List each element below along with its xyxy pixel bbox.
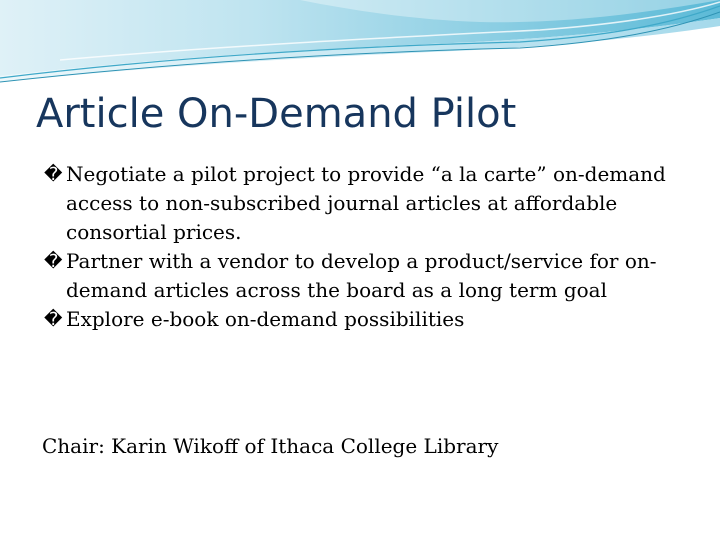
header-wave-decoration bbox=[0, 0, 720, 90]
bullet-marker-icon: � bbox=[44, 251, 63, 272]
chair-line: Chair: Karin Wikoff of Ithaca College Library bbox=[42, 434, 499, 458]
bullet-text: Partner with a vendor to develop a product/service for on-demand articles across the board as a long term goal bbox=[66, 249, 657, 302]
bullet-marker-icon: � bbox=[44, 164, 63, 185]
bullet-marker-icon: � bbox=[44, 309, 63, 330]
bullet-text: Explore e-book on-demand possibilities bbox=[66, 307, 465, 331]
slide-title: Article On-Demand Pilot bbox=[36, 91, 517, 137]
bullet-item-partner bbox=[44, 247, 694, 305]
bullet-text: Negotiate a pilot project to provide “a la carte” on-demand access to non-subscribed journal articles at affordable consortial prices. bbox=[66, 162, 666, 244]
bullet-list bbox=[44, 160, 694, 334]
bullet-item-negotiate bbox=[44, 160, 694, 247]
bullet-item-explore bbox=[44, 305, 694, 334]
slide-body bbox=[44, 160, 694, 334]
